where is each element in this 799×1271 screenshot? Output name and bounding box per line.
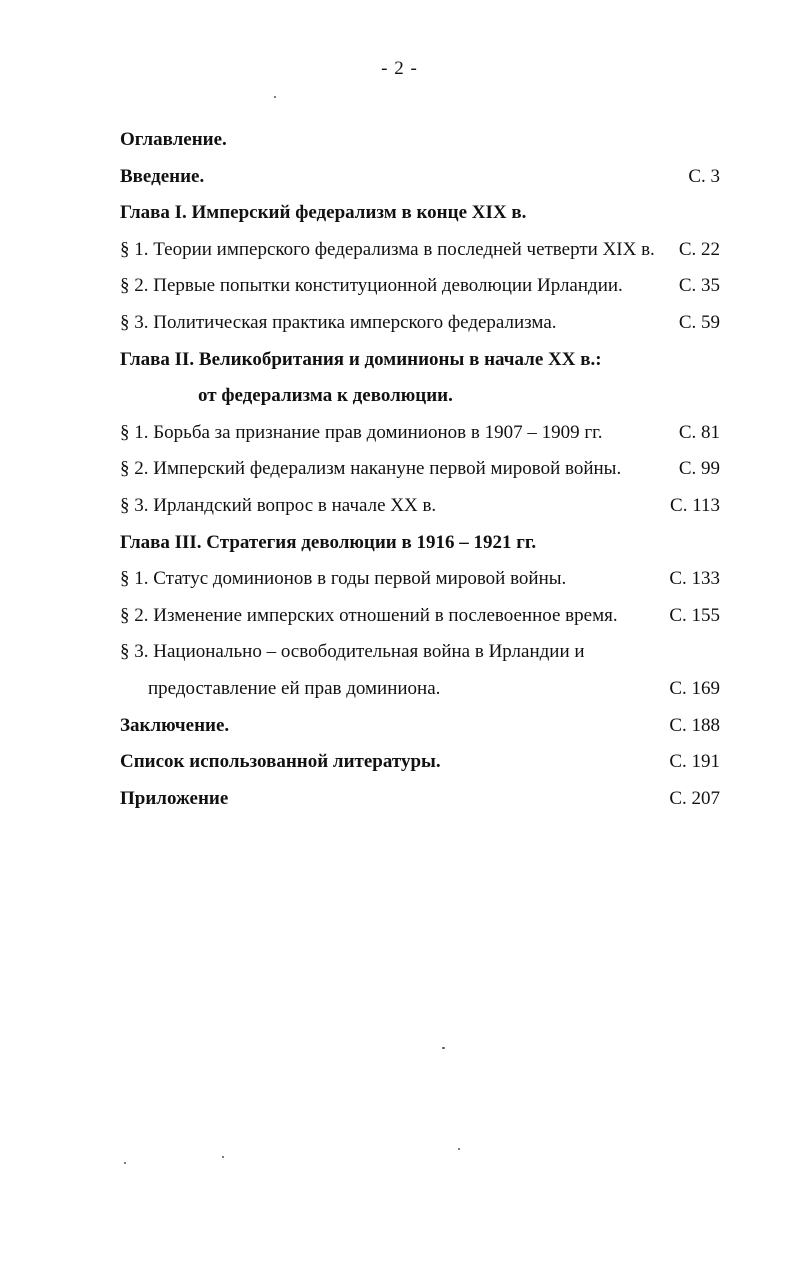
chapter-title: Глава I. Имперский федерализм в конце XIX в. <box>120 202 527 224</box>
toc-entry-label: Приложение <box>120 787 229 809</box>
toc-chapter-3 <box>120 527 720 564</box>
toc-entry-label: § 3. Ирландский вопрос в начале XX в. <box>120 494 437 516</box>
toc-entry-ch3-sec3-line1 <box>120 636 720 673</box>
toc-chapter-1 <box>120 197 720 234</box>
table-of-contents <box>120 124 720 819</box>
toc-entry-page: С. 188 <box>669 714 720 736</box>
toc-entry-page: С. 81 <box>678 421 720 443</box>
toc-entry-page: С. 207 <box>669 787 720 809</box>
scan-speck <box>458 1148 460 1150</box>
toc-entry-ch3-sec2 <box>120 600 720 637</box>
toc-entry-label-continued: предоставление ей прав доминиона. <box>148 677 441 699</box>
toc-entry-page: С. 3 <box>688 165 720 187</box>
toc-entry-appendix <box>120 783 720 820</box>
toc-entry-ch1-sec3 <box>120 307 720 344</box>
toc-entry-label: Введение. <box>120 165 205 187</box>
toc-entry-ch2-sec3 <box>120 490 720 527</box>
toc-entry-page: С. 22 <box>678 238 720 260</box>
page-number: - 2 - <box>381 58 418 79</box>
toc-entry-page: С. 169 <box>669 677 720 699</box>
toc-entry-bibliography <box>120 746 720 783</box>
toc-entry-label: § 1. Теории имперского федерализма в последней четверти XIX в. <box>120 238 655 260</box>
toc-entry-conclusion <box>120 710 720 747</box>
toc-entry-introduction <box>120 161 720 198</box>
toc-entry-page: С. 155 <box>669 604 720 626</box>
chapter-title: Глава II. Великобритания и доминионы в начале XX в.: <box>120 348 602 370</box>
scan-speck <box>222 1156 224 1158</box>
toc-heading: Оглавление. <box>120 129 227 150</box>
chapter-title: Глава III. Стратегия деволюции в 1916 – 1921 гг. <box>120 531 537 553</box>
toc-entry-page: С. 191 <box>669 751 720 773</box>
toc-entry-label: § 1. Борьба за признание прав доминионов в 1907 – 1909 гг. <box>120 421 603 443</box>
toc-entry-page: С. 99 <box>678 458 720 480</box>
toc-entry-page: С. 133 <box>669 568 720 590</box>
chapter-subtitle: от федерализма к деволюции. <box>198 385 453 407</box>
toc-entry-page: С. 113 <box>670 494 720 516</box>
toc-entry-page: С. 59 <box>678 311 720 333</box>
scan-speck <box>442 1047 445 1049</box>
toc-entry-label: § 2. Имперский федерализм накануне первой мировой войны. <box>120 458 622 480</box>
toc-entry-label: § 3. Политическая практика имперского федерализма. <box>120 311 557 333</box>
toc-entry-ch1-sec2 <box>120 270 720 307</box>
toc-entry-ch1-sec1 <box>120 234 720 271</box>
scan-speck <box>124 1162 126 1164</box>
toc-entry-label: § 1. Статус доминионов в годы первой мировой войны. <box>120 568 567 590</box>
scan-speck <box>274 96 276 98</box>
toc-entry-ch3-sec3-line2 <box>120 673 720 710</box>
toc-entry-page: С. 35 <box>678 275 720 297</box>
toc-chapter-2-line1 <box>120 344 720 381</box>
toc-entry-label: Заключение. <box>120 714 230 736</box>
toc-entry-label: § 3. Национально – освободительная война в Ирландии и <box>120 641 585 663</box>
toc-entry-ch2-sec2 <box>120 453 720 490</box>
toc-entry-label: § 2. Изменение имперских отношений в послевоенное время. <box>120 604 618 626</box>
toc-chapter-2-line2 <box>120 380 720 417</box>
toc-entry-ch3-sec1 <box>120 563 720 600</box>
toc-entry-label: § 2. Первые попытки конституционной деволюции Ирландии. <box>120 275 623 297</box>
toc-entry-label: Список использованной литературы. <box>120 751 441 773</box>
toc-entry-ch2-sec1 <box>120 417 720 454</box>
toc-heading-row <box>120 124 720 161</box>
